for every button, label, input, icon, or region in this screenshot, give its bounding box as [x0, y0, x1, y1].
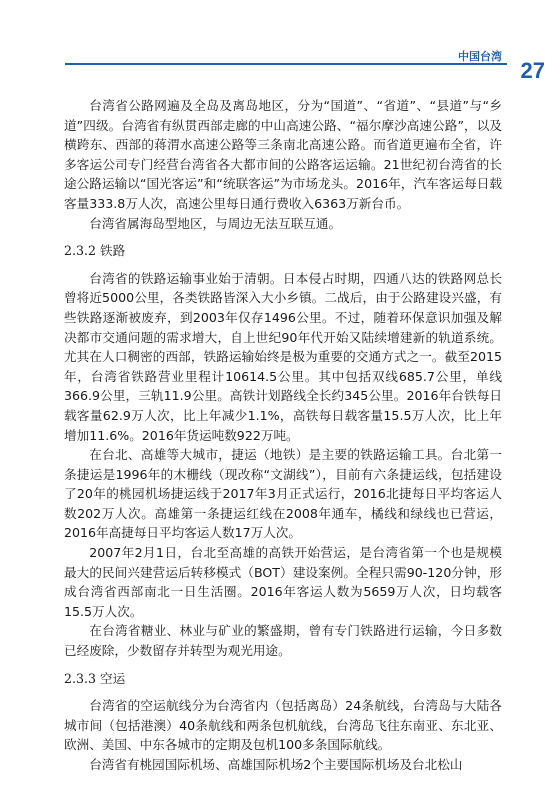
heading-air-transport: 2.3.3 空运: [64, 670, 126, 686]
paragraph-high-speed-rail: 2007年2月1日，台北至高雄的高铁开始营运，是台湾省第一个也是规模最大的民间兴建营运后转移模式（BOT）建设案例。全程只需90-120分钟，形成台湾省西部南北一日生活圈。2016年客运人数为5659万人次，日均载客15.5万人次。: [64, 545, 502, 619]
paragraph-airports: 台湾省有桃园国际机场、高雄国际机场2个主要国际机场及台北松山: [89, 757, 463, 772]
paragraph-air-routes: 台湾省的空运航线分为台湾省内（包括离岛）24条航线，台湾岛与大陆各城市间（包括港澳）40条航线和两条包机航线，台湾岛飞往东南亚、东北亚、欧洲、美国、中东各城市的定期及包机100多条国际航线。: [64, 698, 502, 753]
paragraph-metro: 在台北、高雄等大城市，捷运（地铁）是主要的铁路运输工具。台北第一条捷运是1996年的木栅线（现改称“文湖线”），目前有六条捷运线，包括建设了20年的桃园机场捷运线于2017年3月正式运行，2016北捷每日平均客运人数202万人次。高雄第一条捷运红线在2008年通车，橘线和绿线也已营运，2016年高捷每日平均客运人数17万人次。: [64, 447, 502, 541]
page-header: [0, 44, 559, 84]
heading-railway: 2.3.2 铁路: [64, 243, 126, 259]
header-rule: [65, 63, 507, 65]
paragraph-island-note: 台湾省属海岛型地区，与周边无法互联互通。: [89, 215, 342, 231]
paragraph-railway-history: 台湾省的铁路运输事业始于清朝。日本侵占时期，四通八达的铁路网总长曾将近5000公里，各类铁路皆深入大小乡镇。二战后，由于公路建设兴盛，有些铁路逐渐被废弃，到2003年仅存1496公里。不过，随着环保意识加强及解决都市交通问题的需求增大，自上世纪90年代开始又陆续增建新的轨道系统。尤其在人口稠密的西部，铁路运输始终是极为重要的交通方式之一。截至2015年，台湾省铁路营业里程计10614.5公里。其中包括双线685.7公里，单线366.9公里，三轨11.9公里。高铁计划路线全长约345公里。2016年台铁每日载客量62.9万人次，比上年减少1.1%，高铁每日载客量15.5万人次，比上年增加11.6%。2016年货运吨数922万吨。: [64, 270, 502, 443]
section-title: 中国台湾: [458, 50, 502, 63]
paragraph-industrial-rail: 在台湾省糖业、林业与矿业的繁盛期，曾有专门铁路进行运输，今日多数已经废除，少数留存并转型为观光用途。: [64, 623, 502, 659]
page-number: 27: [520, 58, 545, 83]
document-body: [64, 96, 502, 775]
paragraph-highways: 台湾省公路网遍及全岛及离岛地区，分为“国道”、“省道”、“县道”与“乡道”四级。台湾省有纵贯西部走廊的中山高速公路、“福尔摩沙高速公路”，以及横跨东、西部的蒋渭水高速公路等三条南北高速公路。而省道更遍布全省，许多客运公司专门经营台湾省各大都市间的公路客运运输。21世纪初台湾省的长途公路运输以“国光客运”和“统联客运”为市场龙头。2016年，汽车客运每日载客量333.8万人次，高速公里每日通行费收入6363万新台币。: [64, 98, 502, 211]
